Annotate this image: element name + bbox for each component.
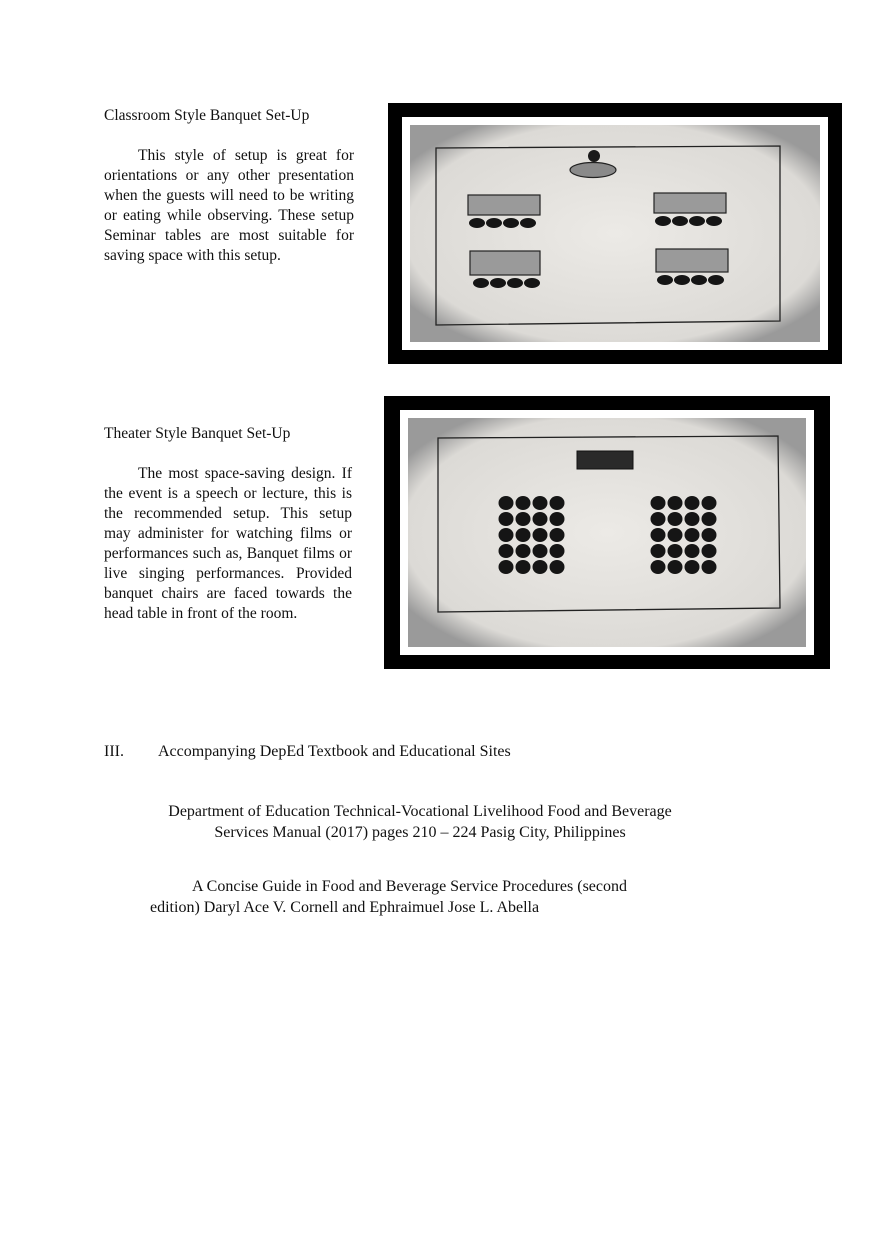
theater-seat <box>651 560 666 574</box>
theater-figure <box>384 396 830 669</box>
reference-item: A Concise Guide in Food and Beverage Service Procedures (second edition) Daryl Ace V. Cornell and Ephraimuel Jose L. Abella <box>150 878 627 916</box>
theater-seat <box>550 496 565 510</box>
theater-seat <box>702 496 717 510</box>
theater-seat <box>702 512 717 526</box>
theater-seat <box>668 528 683 542</box>
theater-seat <box>550 544 565 558</box>
theater-seat <box>499 528 514 542</box>
theater-seat <box>685 512 700 526</box>
theater-seat <box>668 496 683 510</box>
theater-seat <box>668 544 683 558</box>
theater-seat <box>702 528 717 542</box>
references-title: Accompanying DepEd Textbook and Educational Sites <box>158 743 511 760</box>
theater-seat <box>668 560 683 574</box>
references-number: III. <box>104 743 124 760</box>
theater-seat <box>533 560 548 574</box>
theater-seat <box>685 496 700 510</box>
theater-seat <box>499 544 514 558</box>
theater-seat <box>702 560 717 574</box>
theater-seat <box>651 544 666 558</box>
classroom-layout-drawing-icon <box>388 103 842 364</box>
theater-seat <box>516 528 531 542</box>
section-body-theater: The most space-saving design. If the event is a speech or lecture, this is the recommended setup. This setup may administer for watching films or performances such as, Banquet films or live singing performances. Provided banquet chairs are faced towards the head table in front of the room. <box>104 465 352 622</box>
section-body-classroom: This style of setup is great for orientations or any other presentation when the guests will need to be writing or eating while observing. These setup Seminar tables are most suitable for saving space with this setup. <box>104 147 354 264</box>
theater-seat <box>533 544 548 558</box>
theater-seat <box>499 512 514 526</box>
theater-seat <box>668 512 683 526</box>
theater-seat <box>499 496 514 510</box>
theater-seat <box>550 560 565 574</box>
theater-seat <box>550 528 565 542</box>
theater-layout-drawing-icon <box>384 396 830 669</box>
theater-seat <box>685 560 700 574</box>
section-title-theater: Theater Style Banquet Set-Up <box>104 425 291 442</box>
theater-seat <box>702 544 717 558</box>
theater-seat <box>516 544 531 558</box>
theater-seat <box>533 496 548 510</box>
theater-seat <box>651 528 666 542</box>
classroom-figure <box>388 103 842 364</box>
theater-seat <box>516 496 531 510</box>
section-title-classroom: Classroom Style Banquet Set-Up <box>104 107 310 124</box>
theater-seat <box>533 512 548 526</box>
theater-seat <box>516 512 531 526</box>
theater-seat <box>685 544 700 558</box>
theater-seat <box>651 512 666 526</box>
theater-seat <box>516 560 531 574</box>
theater-seat <box>533 528 548 542</box>
theater-seat <box>499 560 514 574</box>
theater-seat <box>651 496 666 510</box>
theater-seat <box>685 528 700 542</box>
reference-item: Department of Education Technical-Vocational Livelihood Food and Beverage Services Manual (2017) pages 210 – 224 Pasig City, Philippines <box>168 803 672 841</box>
theater-seat <box>550 512 565 526</box>
